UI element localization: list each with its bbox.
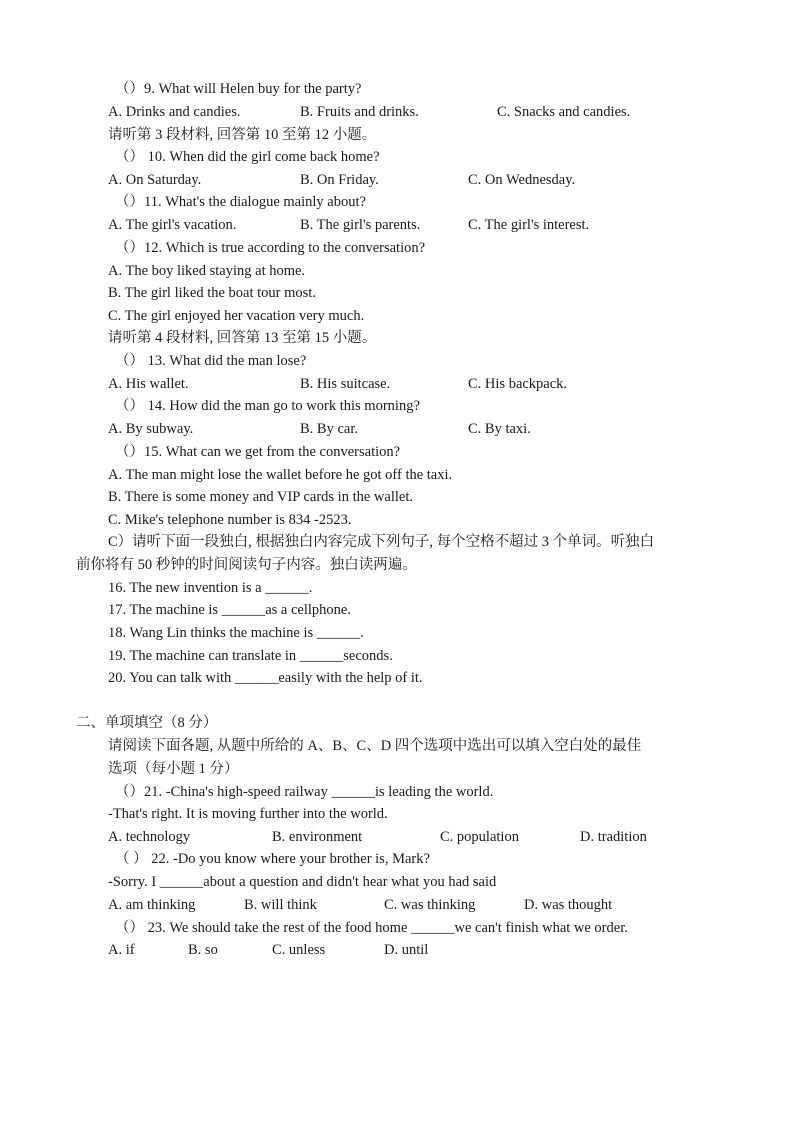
q15-option-a: A. The man might lose the wallet before he got off the taxi. [108, 467, 453, 483]
q21-option-d: D. tradition [580, 829, 647, 845]
q11-option-a: A. The girl's vacation. [108, 217, 237, 233]
question-14: （） 14. How did the man go to work this morning? [115, 398, 420, 414]
q15-option-c: C. Mike's telephone number is 834 -2523. [108, 512, 352, 528]
q13-option-b: B. His suitcase. [300, 376, 391, 392]
question-11: （）11. What's the dialogue mainly about? [115, 194, 366, 210]
q22-option-b: B. will think [244, 897, 317, 913]
q12-option-a: A. The boy liked staying at home. [108, 263, 306, 279]
q21-reply: -That's right. It is moving further into the world. [108, 806, 388, 822]
q21-option-b: B. environment [272, 829, 363, 845]
q22-option-a: A. am thinking [108, 897, 196, 913]
question-10: （） 10. When did the girl come back home? [115, 149, 380, 165]
q13-option-c: C. His backpack. [468, 376, 568, 392]
q22-reply: -Sorry. I ______about a question and didn't hear what you had said [108, 874, 497, 890]
q10-option-c: C. On Wednesday. [468, 172, 576, 188]
q22-option-d: D. was thought [524, 897, 613, 913]
q9-option-b: B. Fruits and drinks. [300, 104, 419, 120]
q9-option-a: A. Drinks and candies. [108, 104, 241, 120]
q15-option-b: B. There is some money and VIP cards in the wallet. [108, 489, 413, 505]
section-3-instruction: 请听第 3 段材料, 回答第 10 至第 12 小题。 [108, 127, 377, 143]
q22-option-c: C. was thinking [384, 897, 476, 913]
question-9: （）9. What will Helen buy for the party? [115, 81, 362, 97]
q11-option-b: B. The girl's parents. [300, 217, 421, 233]
q11-option-c: C. The girl's interest. [468, 217, 590, 233]
q23-option-a: A. if [108, 942, 135, 958]
q23-option-b: B. so [188, 942, 218, 958]
q13-option-a: A. His wallet. [108, 376, 189, 392]
question-20: 20. You can talk with ______easily with the help of it. [108, 670, 423, 686]
q12-option-b: B. The girl liked the boat tour most. [108, 285, 316, 301]
q12-option-c: C. The girl enjoyed her vacation very much. [108, 308, 365, 324]
q10-option-b: B. On Friday. [300, 172, 379, 188]
question-18: 18. Wang Lin thinks the machine is ______. [108, 625, 364, 641]
part-2-heading: 二、单项填空（8 分） [76, 715, 218, 731]
q10-option-a: A. On Saturday. [108, 172, 202, 188]
question-17: 17. The machine is ______as a cellphone. [108, 602, 351, 618]
q14-option-b: B. By car. [300, 421, 358, 437]
q14-option-a: A. By subway. [108, 421, 194, 437]
q23-option-d: D. until [384, 942, 429, 958]
question-15: （）15. What can we get from the conversation? [115, 444, 401, 460]
q23-option-c: C. unless [272, 942, 326, 958]
question-19: 19. The machine can translate in ______seconds. [108, 648, 393, 664]
question-23: （） 23. We should take the rest of the food home ______we can't finish what we order. [115, 920, 628, 936]
part-2-instruction-line-1: 请阅读下面各题, 从题中所给的 A、B、C、D 四个选项中选出可以填入空白处的最佳 [108, 738, 642, 754]
q14-option-c: C. By taxi. [468, 421, 531, 437]
section-c-instruction-line-1: C）请听下面一段独白, 根据独白内容完成下列句子, 每个空格不超过 3 个单词。听独白 [108, 534, 655, 550]
q9-option-c: C. Snacks and candies. [497, 104, 631, 120]
section-4-instruction: 请听第 4 段材料, 回答第 13 至第 15 小题。 [108, 330, 377, 346]
section-c-instruction-line-2: 前你将有 50 秒钟的时间阅读句子内容。独白读两遍。 [76, 557, 417, 573]
question-22: （ ） 22. -Do you know where your brother is, Mark? [115, 851, 430, 867]
part-2-instruction-line-2: 选项（每小题 1 分） [108, 761, 239, 777]
question-16: 16. The new invention is a ______. [108, 580, 313, 596]
q21-option-c: C. population [440, 829, 519, 845]
question-12: （）12. Which is true according to the conversation? [115, 240, 426, 256]
question-21: （）21. -China's high-speed railway ______is leading the world. [115, 784, 494, 800]
question-13: （） 13. What did the man lose? [115, 353, 307, 369]
q21-option-a: A. technology [108, 829, 191, 845]
